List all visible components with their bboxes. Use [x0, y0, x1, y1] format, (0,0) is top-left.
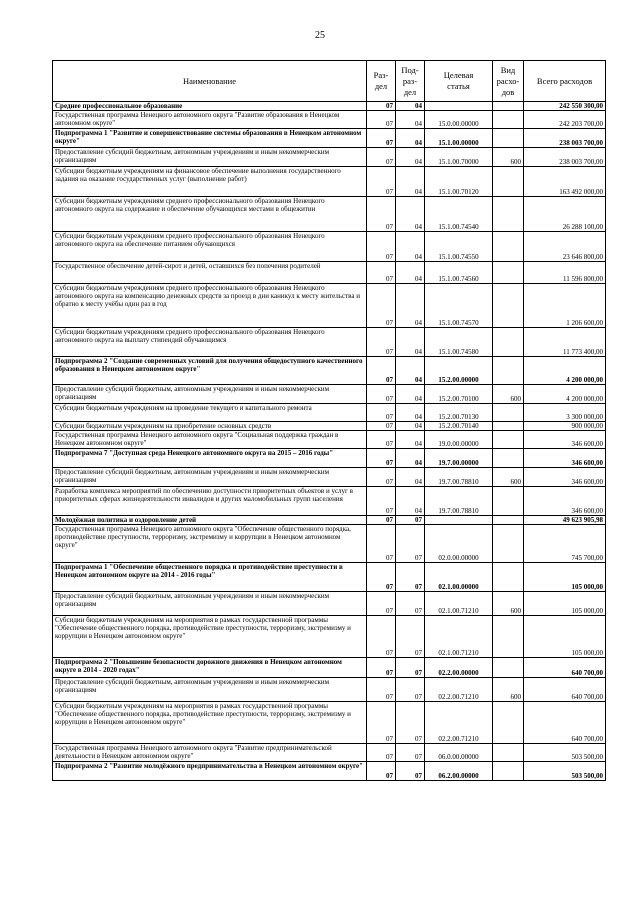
row-razdel: 07 — [367, 129, 396, 148]
row-target: 06.2.00.00000 — [425, 762, 493, 781]
table-header — [53, 61, 606, 102]
table-row — [53, 328, 606, 357]
row-vid — [493, 167, 524, 197]
table-row — [53, 262, 606, 284]
row-total: 640 700,00 — [524, 658, 606, 678]
table-row — [53, 422, 606, 431]
row-razdel: 07 — [367, 328, 396, 357]
row-vid — [493, 422, 524, 431]
row-total: 640 700,00 — [524, 678, 606, 702]
row-total: 346 600,00 — [524, 431, 606, 449]
row-name: Подпрограмма 7 "Доступная среда Ненецкого автономного округа на 2015 – 2016 годы" — [53, 449, 367, 468]
row-total: 105 000,00 — [524, 563, 606, 592]
row-vid — [493, 129, 524, 148]
row-vid — [493, 232, 524, 262]
table-row — [53, 357, 606, 385]
row-podrazdel: 04 — [396, 328, 425, 357]
row-podrazdel: 07 — [396, 678, 425, 702]
table-row — [53, 592, 606, 616]
col-header-razdel: Раз- дел — [367, 61, 396, 102]
table-row — [53, 431, 606, 449]
row-target: 15.1.00.74580 — [425, 328, 493, 357]
row-total: 4 200 000,00 — [524, 385, 606, 404]
row-razdel: 07 — [367, 616, 396, 658]
row-name: Субсидии бюджетным учреждениям на мероприятия в рамках государственной программы "Обеспечение общественного порядка, противодействие преступности, терроризму, экстремизму и коррупции в Ненецком автономном округе" — [53, 616, 367, 658]
row-target: 15.0.00.00000 — [425, 111, 493, 129]
row-razdel: 07 — [367, 404, 396, 422]
row-name: Государственная программа Ненецкого автономного округа "Обеспечение общественного порядка, противодействие преступности, терроризму, экстремизму и коррупции в Ненецком автономном округе" — [53, 525, 367, 563]
row-podrazdel: 07 — [396, 658, 425, 678]
row-name: Государственная программа Ненецкого автономного округа "Развитие образования в Ненецком автономном округе" — [53, 111, 367, 129]
row-total: 26 288 100,00 — [524, 197, 606, 232]
row-podrazdel: 04 — [396, 262, 425, 284]
row-podrazdel: 04 — [396, 197, 425, 232]
col-header-target: Целевая статья — [425, 61, 493, 102]
row-name: Субсидии бюджетным учреждениям на мероприятия в рамках государственной программы "Обеспечение общественного порядка, противодействие преступности, терроризму, экстремизму и коррупции в Ненецком автономном округе" — [53, 702, 367, 744]
row-razdel: 07 — [367, 487, 396, 516]
row-vid: 600 — [493, 592, 524, 616]
row-name: Субсидии бюджетным учреждениям среднего профессионального образования Ненецкого автономного округа на обеспечение питанием обучающихся — [53, 232, 367, 262]
row-total: 1 206 600,00 — [524, 284, 606, 328]
row-target: 02.2.00.71210 — [425, 702, 493, 744]
row-total: 503 500,00 — [524, 762, 606, 781]
row-total: 346 600,00 — [524, 468, 606, 487]
row-name: Субсидии бюджетным учреждениям среднего профессионального образования Ненецкого автономного округа на выплату стипендий обучающимся — [53, 328, 367, 357]
row-razdel: 07 — [367, 744, 396, 762]
row-total: 163 492 000,00 — [524, 167, 606, 197]
row-vid — [493, 762, 524, 781]
row-razdel: 07 — [367, 658, 396, 678]
table-row — [53, 284, 606, 328]
row-total: 238 003 700,00 — [524, 148, 606, 167]
row-razdel: 07 — [367, 232, 396, 262]
row-target: 15.2.00.00000 — [425, 357, 493, 385]
row-razdel: 07 — [367, 385, 396, 404]
row-podrazdel: 07 — [396, 744, 425, 762]
table-row — [53, 449, 606, 468]
table-row — [53, 525, 606, 563]
row-total: 242 203 700,00 — [524, 111, 606, 129]
row-razdel: 07 — [367, 702, 396, 744]
table-row — [53, 167, 606, 197]
row-name: Среднее профессиональное образование — [53, 102, 367, 111]
table-body — [53, 102, 606, 781]
row-name: Подпрограмма 2 "Создание современных условий для получения общедоступного качественного образования в Ненецком автономном округе" — [53, 357, 367, 385]
row-podrazdel: 04 — [396, 167, 425, 197]
row-razdel: 07 — [367, 422, 396, 431]
row-target: 15.2.00.70140 — [425, 422, 493, 431]
table-row — [53, 616, 606, 658]
row-podrazdel: 04 — [396, 404, 425, 422]
row-target: 06.0.00.00000 — [425, 744, 493, 762]
row-total: 346 600,00 — [524, 449, 606, 468]
row-total: 49 623 905,98 — [524, 516, 606, 525]
row-target: 15.1.00.74540 — [425, 197, 493, 232]
row-name: Подпрограмма 1 "Обеспечение общественного порядка и противодействие преступности в Ненецком автономном округе на 2014 - 2016 годы" — [53, 563, 367, 592]
row-target: 15.2.00.70100 — [425, 385, 493, 404]
row-name: Субсидии бюджетным учреждениям среднего профессионального образования Ненецкого автономного округа на содержание и обеспечение обучающихся местами в общежитии — [53, 197, 367, 232]
row-name: Субсидии бюджетным учреждениям на проведение текущего и капитального ремонта — [53, 404, 367, 422]
col-header-vid: Вид расхо- дов — [493, 61, 524, 102]
row-razdel: 07 — [367, 525, 396, 563]
table-row — [53, 678, 606, 702]
table-row — [53, 658, 606, 678]
row-target: 15.1.00.74560 — [425, 262, 493, 284]
row-vid: 600 — [493, 385, 524, 404]
row-target — [425, 516, 493, 525]
row-name: Предоставление субсидий бюджетным, автономным учреждениям и иным некоммерческим организациям — [53, 385, 367, 404]
row-razdel: 07 — [367, 167, 396, 197]
row-razdel: 07 — [367, 284, 396, 328]
row-name: Предоставление субсидий бюджетным, автономным учреждениям и иным некоммерческим организациям — [53, 592, 367, 616]
row-podrazdel: 07 — [396, 525, 425, 563]
row-podrazdel: 04 — [396, 284, 425, 328]
budget-table — [52, 60, 606, 781]
table-row — [53, 111, 606, 129]
row-razdel: 07 — [367, 468, 396, 487]
row-vid — [493, 563, 524, 592]
row-total: 900 000,00 — [524, 422, 606, 431]
row-total: 3 300 000,00 — [524, 404, 606, 422]
row-vid — [493, 449, 524, 468]
row-target: 19.0.00.00000 — [425, 431, 493, 449]
row-razdel: 07 — [367, 148, 396, 167]
row-vid — [493, 525, 524, 563]
row-total: 105 000,00 — [524, 616, 606, 658]
row-total: 745 700,00 — [524, 525, 606, 563]
row-vid — [493, 431, 524, 449]
row-name: Предоставление субсидий бюджетным, автономным учреждениям и иным некоммерческим организациям — [53, 678, 367, 702]
row-total: 346 600,00 — [524, 487, 606, 516]
row-podrazdel: 07 — [396, 516, 425, 525]
row-name: Молодёжная политика и оздоровление детей — [53, 516, 367, 525]
page-number: 25 — [315, 30, 325, 41]
col-header-name: Наименование — [53, 61, 367, 102]
row-target: 15.2.00.70130 — [425, 404, 493, 422]
row-vid — [493, 102, 524, 111]
row-target: 15.1.00.00000 — [425, 129, 493, 148]
row-name: Субсидии бюджетным учреждениям на финансовое обеспечение выполнения государственного задания на оказание государственных услуг (выполнение работ) — [53, 167, 367, 197]
row-total: 105 000,00 — [524, 592, 606, 616]
row-razdel: 07 — [367, 516, 396, 525]
table-row — [53, 404, 606, 422]
row-vid: 600 — [493, 678, 524, 702]
row-total: 23 646 800,00 — [524, 232, 606, 262]
table-row — [53, 129, 606, 148]
row-vid — [493, 702, 524, 744]
row-target: 02.1.00.71210 — [425, 616, 493, 658]
row-target: 19.7.00.00000 — [425, 449, 493, 468]
row-razdel: 07 — [367, 431, 396, 449]
table-row — [53, 702, 606, 744]
row-razdel: 07 — [367, 592, 396, 616]
row-vid — [493, 328, 524, 357]
row-razdel: 07 — [367, 762, 396, 781]
table-row — [53, 232, 606, 262]
row-target: 02.2.00.71210 — [425, 678, 493, 702]
row-podrazdel: 04 — [396, 385, 425, 404]
row-total: 11 773 400,00 — [524, 328, 606, 357]
row-target: 15.1.00.74570 — [425, 284, 493, 328]
table-row — [53, 102, 606, 111]
row-total: 503 500,00 — [524, 744, 606, 762]
row-podrazdel: 04 — [396, 111, 425, 129]
row-name: Субсидии бюджетным учреждениям на приобретение основных средств — [53, 422, 367, 431]
row-vid — [493, 404, 524, 422]
row-target: 15.1.00.70000 — [425, 148, 493, 167]
row-target: 02.1.00.71210 — [425, 592, 493, 616]
row-name: Разработка комплекса мероприятий по обеспечению доступности приоритетных объектов и услуг в приоритетных сферах жизнедеятельности инвалидов и других маломобильных групп населения — [53, 487, 367, 516]
row-vid — [493, 197, 524, 232]
row-target: 15.1.00.74550 — [425, 232, 493, 262]
row-podrazdel: 04 — [396, 422, 425, 431]
row-vid — [493, 516, 524, 525]
row-podrazdel: 07 — [396, 762, 425, 781]
row-vid — [493, 284, 524, 328]
row-podrazdel: 07 — [396, 563, 425, 592]
row-vid — [493, 616, 524, 658]
table-row — [53, 468, 606, 487]
table-row — [53, 487, 606, 516]
table-row — [53, 744, 606, 762]
row-total: 238 003 700,00 — [524, 129, 606, 148]
row-podrazdel: 04 — [396, 148, 425, 167]
row-name: Подпрограмма 2 "Повышение безопасности дорожного движения в Ненецком автономном округе в 2014 - 2020 годах" — [53, 658, 367, 678]
row-target: 02.1.00.00000 — [425, 563, 493, 592]
row-podrazdel: 07 — [396, 616, 425, 658]
table-row — [53, 385, 606, 404]
row-podrazdel: 04 — [396, 129, 425, 148]
row-target: 19.7.00.78810 — [425, 487, 493, 516]
table-row — [53, 563, 606, 592]
row-name: Предоставление субсидий бюджетным, автономным учреждениям и иным некоммерческим организациям — [53, 148, 367, 167]
row-vid — [493, 487, 524, 516]
row-target: 15.1.00.70120 — [425, 167, 493, 197]
row-target: 19.7.00.78810 — [425, 468, 493, 487]
row-razdel: 07 — [367, 197, 396, 232]
table-row — [53, 148, 606, 167]
row-podrazdel: 04 — [396, 431, 425, 449]
row-target: 02.2.00.00000 — [425, 658, 493, 678]
row-total: 11 596 800,00 — [524, 262, 606, 284]
row-vid: 600 — [493, 468, 524, 487]
row-razdel: 07 — [367, 111, 396, 129]
row-name: Государственная программа Ненецкого автономного округа "Развитие предпринимательской деятельности в Ненецком автономном округе" — [53, 744, 367, 762]
row-podrazdel: 04 — [396, 468, 425, 487]
row-name: Предоставление субсидий бюджетным, автономным учреждениям и иным некоммерческим организациям — [53, 468, 367, 487]
row-podrazdel: 04 — [396, 357, 425, 385]
row-podrazdel: 04 — [396, 232, 425, 262]
row-target — [425, 102, 493, 111]
row-vid — [493, 658, 524, 678]
row-vid — [493, 744, 524, 762]
col-header-total: Всего расходов — [524, 61, 606, 102]
row-name: Государственное обеспечение детей-сирот и детей, оставшихся без попечения родителей — [53, 262, 367, 284]
row-vid — [493, 111, 524, 129]
row-total: 640 700,00 — [524, 702, 606, 744]
row-razdel: 07 — [367, 262, 396, 284]
row-name: Подпрограмма 2 "Развитие молодёжного предпринимательства в Ненецком автономном округе" — [53, 762, 367, 781]
table-row — [53, 516, 606, 525]
row-vid — [493, 357, 524, 385]
row-podrazdel: 07 — [396, 702, 425, 744]
row-total: 4 200 000,00 — [524, 357, 606, 385]
row-razdel: 07 — [367, 357, 396, 385]
row-podrazdel: 04 — [396, 487, 425, 516]
row-razdel: 07 — [367, 563, 396, 592]
row-razdel: 07 — [367, 449, 396, 468]
row-podrazdel: 07 — [396, 592, 425, 616]
row-target: 02.0.00.00000 — [425, 525, 493, 563]
row-razdel: 07 — [367, 102, 396, 111]
row-vid: 600 — [493, 148, 524, 167]
table-row — [53, 197, 606, 232]
row-razdel: 07 — [367, 678, 396, 702]
table-row — [53, 762, 606, 781]
row-podrazdel: 04 — [396, 449, 425, 468]
row-vid — [493, 262, 524, 284]
row-name: Субсидии бюджетным учреждениям среднего профессионального образования Ненецкого автономного округа на компенсацию денежных средств за проезд в дни каникул к месту жительства и обратно к месту учёбы один раз в год — [53, 284, 367, 328]
col-header-podrazdel: Под- раз- дел — [396, 61, 425, 102]
row-name: Подпрограмма 1 "Развитие и совершенствование системы образования в Ненецком автономном округе" — [53, 129, 367, 148]
row-name: Государственная программа Ненецкого автономного округа "Социальная поддержка граждан в Ненецком автономном округе" — [53, 431, 367, 449]
row-podrazdel: 04 — [396, 102, 425, 111]
row-total: 242 550 300,00 — [524, 102, 606, 111]
